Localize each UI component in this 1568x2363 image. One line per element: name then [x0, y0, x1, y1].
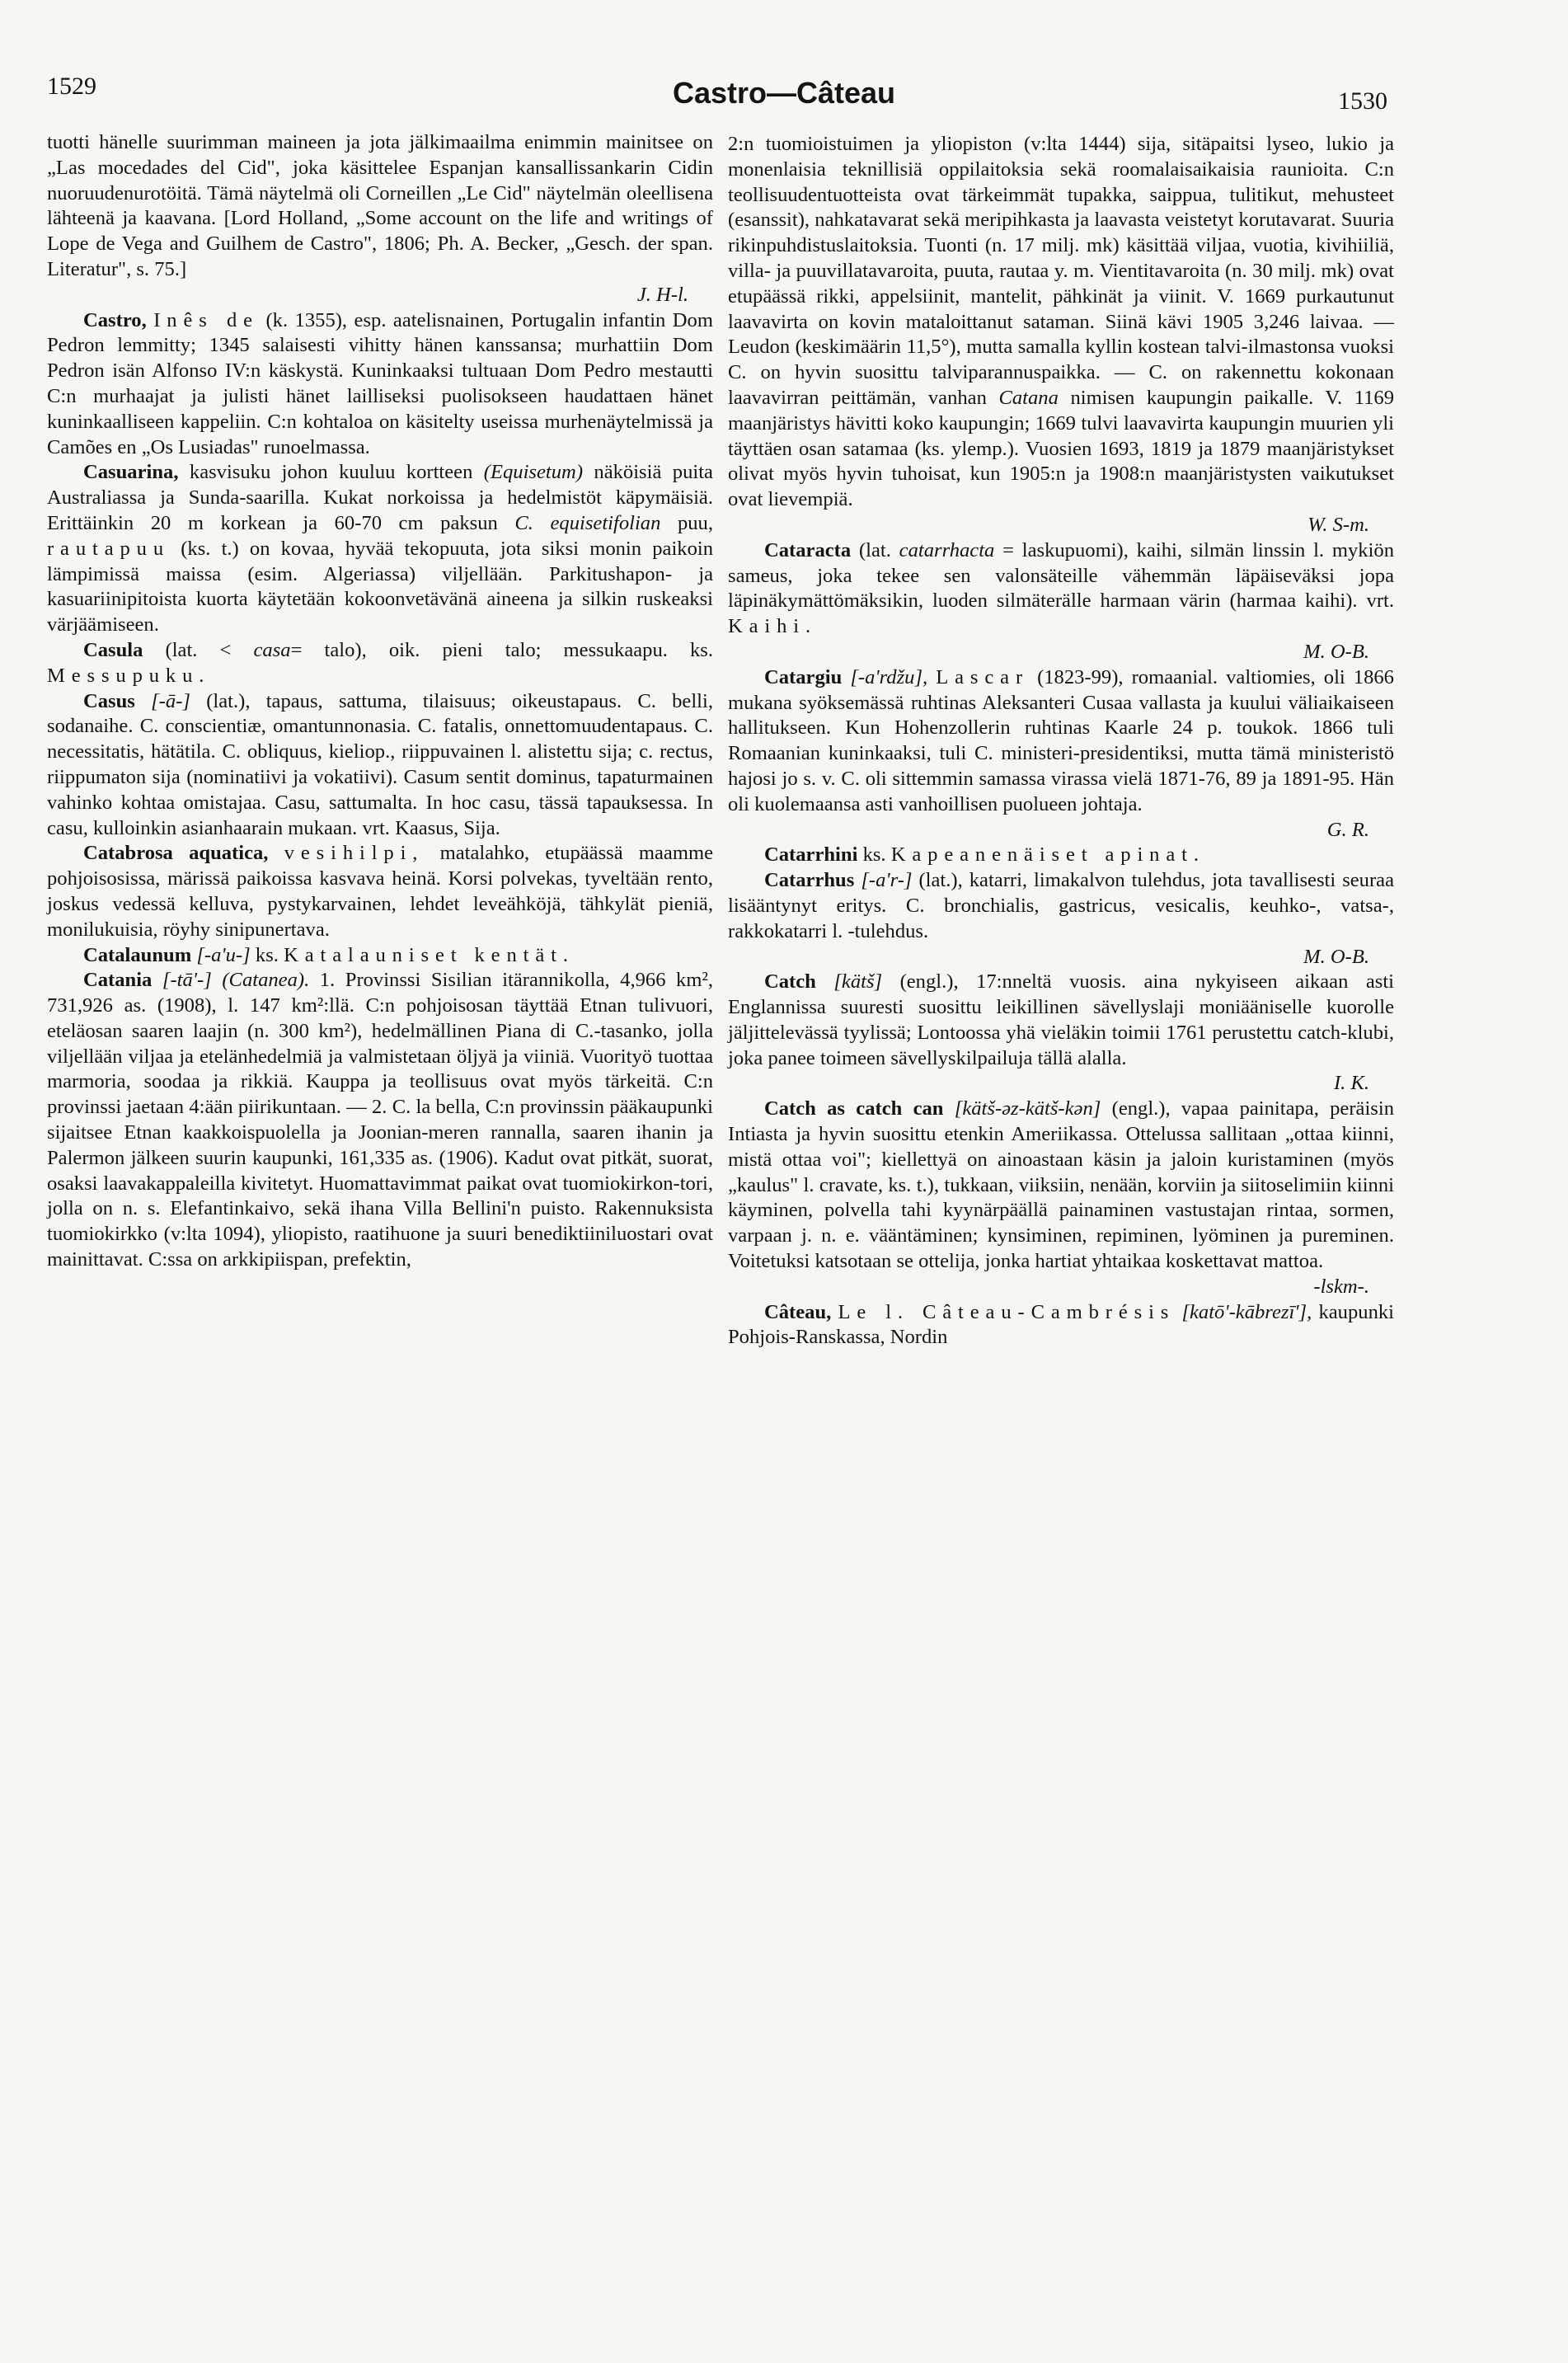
headword: Catch	[764, 970, 816, 994]
signature: -lskm-.	[1313, 1275, 1369, 1298]
headword: Casus	[83, 689, 135, 712]
entry-catch-as-catch-can: Catch as catch can [kätš-əz-kätš-kən] (engl.), vapaa painitapa, peräisin Intiasta ja hyvin suosittu etenkin Ameriikassa. Ottelussa sallitaan „ottaa kiinni, mistä ottaa voi"; kiellettyä on ainoastaan käsin ja jaloin kuristaminen (myös „kaulus" l. cravate, ks. t.), tukkaan, viiksiin, nenään, korviin ja siitoselimiin kiinni käyminen, polvella tahi kyynärpäällä painaminen vastustajan rintaa, sormen, varpaan j. n. e. vääntäminen; kynsiminen, repiminen, lyöminen ja pureminen. Voitetuksi katsotaan se ottelija, jonka hartiat yhtaikaa koskettavat mattoa.	[728, 1097, 1394, 1273]
headword: Catania	[83, 969, 153, 992]
entry-catania: Catania [-tā'-] (Catanea). 1. Provinssi Sisilian itärannikolla, 4,966 km², 731,926 as. (1908), l. 147 km²:llä. C:n pohjoisosan täyttää Etnan tulivuori, eteläosan saaren laajin (n. 300 km²), hedelmällinen Piana di C.-tasanko, jolla viljellään viljaa ja etelänhedelmiä ja valmistetaan öljyä ja viiniä. Vuorityö tuottaa marmoria, soodaa ja rikkiä. Kauppa ja teollisuus ovat myös tärkeitä. C:n provinssi jaetaan 4:ään piirikuntaan. — 2. C. la bella, C:n provinssin pääkaupunki sijaitsee Etnan kaakkoispuolella ja Joonian-meren rannalla, saaren ihanin ja Palermon jälkeen suurin kaupunki, 161,335 as. (1906). Kadut ovat pitkät, suorat, osaksi laavakappaleilla kivitetyt. Huomattavimmat paikat ovat tuomiokirkon-tori, jolla on n. s. Elefantinkaivo, sekä ihana Villa Bellini'n puisto. Rakennuksista tuomiokirkko (v:lta 1094), yliopisto, raatihuone ja suuri benediktiiniluostari ovat mainittavat. C:ssa on arkkipiispan, prefektin,	[47, 969, 713, 1271]
entry-catch: Catch [kätš] (engl.), 17:nneltä vuosis. aina nykyiseen aikaan asti Englannissa suuresti suosittu leikillinen sävellyslaji moniääniselle kuorolle jäljittelevässä tyylissä; Lontoossa yhä vieläkin toimii 1761 perustettu catch-klubi, joka panee toimeen sävellyskilpailuja tällä alalla.	[728, 970, 1394, 1069]
headword: Câteau,	[764, 1300, 832, 1323]
headword: Catabrosa aquatica,	[83, 842, 269, 865]
entry-catania-continued: 2:n tuomioistuimen ja yliopiston (v:lta 1444) sija, sitäpaitsi lyseo, lukio ja monenlaisia teknillisiä oppilaitoksia sekä roomalaisaikaisia raunioita. C:n teollisuudentuotteista ovat tärkeimmät tupakka, saippua, tulitikut, mehusteet (esanssit), nahkatavarat sekä meripihkasta ja laavasta veistetyt korutavarat. Suuria rikinpuhdistuslaitoksia. Tuonti (n. 17 milj. mk) käsittää viljaa, vuotia, kivihiiliä, villa- ja puuvillatavaroita, puuta, rautaa y. m. Vientitavaroita (n. 30 milj. mk) ovat etupäässä rikki, appelsiinit, mantelit, pähkinät ja viinit. V. 1669 purkautunut laavavirta on kovin mataloittanut sataman. Siinä kävi 1905 3,246 laivaa. — Leudon (keskimäärin 11,5°), mutta samalla kyllin kostean talvi-ilmastonsa vuoksi C. on hyvin suosittu talviparannuspaikka. — C. on rakennettu kokonaan laavavirran peittämän, vanhan Catana nimisen kaupungin paikalle. V. 1169 maanjäristys hävitti koko kaupungin; 1669 tulvi laavavirta kaupungin muurien yli täyttäen osan satamaa (ks. ylemp.). Vuosien 1693, 1819 ja 1879 maanjäristykset olivat myös hyvin tuhoisat, kun 1905:n ja 1908:n maanjäristysten vaikutukset ovat lievempiä.	[728, 133, 1394, 511]
signature: M. O-B.	[1303, 640, 1369, 663]
entry-casus: Casus [-ā-] (lat.), tapaus, sattuma, tilaisuus; oikeustapaus. C. belli, sodanaihe. C. conscientiæ, omantunnonasia. C. fatalis, onnettomuudentapaus. C. necessitatis, hätätila. C. obliquus, kieliop., riippuvainen l. alistettu sija; c. rectus, riippumaton sija (nominatiivi ja vokatiivi). Casum sentit dominus, tapaturmainen vahinko kohtaa omistajaa. Casu, sattumalta. In hoc casu, tässä tapauksessa. In casu, kulloinkin asianhaarain mukaan. vrt. Kaasus, Sija.	[47, 689, 713, 839]
entry-castro-guilhem-continued: tuotti hänelle suurimman maineen ja jota jälkimaailma enimmin mainitsee on „Las mocedades del Cid", joka käsittelee Espanjan kansallissankarin Cidin nuoruudenurotöitä. Tämä näytelmä oli Corneillen „Le Cid" näytelmän oleellisena lähteenä ja kaavana. [Lord Holland, „Some account on the life and writings of Lope de Vega and Guilhem de Castro", 1806; Ph. A. Becker, „Gesch. der span. Literatur", s. 75.]	[47, 131, 713, 280]
signature: G. R.	[1326, 818, 1369, 841]
signature: J. H-l.	[636, 283, 688, 306]
headword: Cataracta	[764, 538, 852, 561]
running-title: Castro—Câteau	[672, 76, 896, 110]
headword: Catarrhini	[764, 843, 858, 867]
entry-catargiu: Catargiu [-a'rdžu], Lascar (1823-99), romaanial. valtiomies, oli 1866 mukana syöksemässä ruhtinas Aleksanteri Cusaa vallasta ja kuului väliaikaiseen hallitukseen. Kun Hohenzollerin ruhtinas Kaarle 24 p. toukok. 1866 tuli Romaanian kuninkaaksi, tuli C. ministeri-presidentiksi, mutta tämä ministeristö hajosi jo s. v. C. oli sittemmin samassa virassa vielä 1871-76, 89 ja 1891-95. Hän oli kuolemaansa asti vanhoillisen puolueen johtaja.	[728, 665, 1394, 815]
headword: Casuarina,	[83, 461, 179, 484]
headword: Catalaunum	[83, 943, 192, 966]
headword: Castro,	[83, 308, 147, 331]
entry-casuarina: Casuarina, kasvisuku johon kuuluu kortteen (Equisetum) näköisiä puita Australiassa ja Sunda-saarilla. Kukat norkoissa ja hedelmistöt käpymäisiä. Erittäinkin 20 m korkean ja 60-70 cm paksun C. equisetifolian puu, rautapuu (ks. t.) on kovaa, hyvää tekopuuta, jota siksi monin paikoin lämpimissä maissa (esim. Algeriassa) viljellään. Parkitushapon- ja kasuariinipitoista kuorta käytetään kokoonvetävänä aineena ja silkin ruskeaksi värjäämiseen.	[47, 461, 713, 637]
headword: Casula	[83, 638, 143, 661]
entry-catarrhus: Catarrhus [-a'r-] (lat.), katarri, limakalvon tulehdus, jota tavallisesti seuraa lisääntynyt eritys. C. bronchialis, gastricus, vesicalis, keuhko-, vatsa-, rakkokatarri l. -tulehdus.	[728, 869, 1394, 942]
headword: Catargiu	[764, 665, 843, 688]
page-number-left: 1529	[47, 73, 96, 100]
entry-catalaunum: Catalaunum [-a'u-] ks. Katalauniset kentät.	[83, 943, 575, 966]
entry-cataracta: Cataracta (lat. catarrhacta = laskupuomi), kaihi, silmän linssin l. mykiön sameus, joka tekee sen valonsäteille vähemmän läpäiseväksi jopa läpinäkymättömäksikin, luoden silmäterälle harmaan värin (harmaa kaihi). vrt. Kaihi.	[728, 538, 1394, 638]
entry-castro-ines: Castro, Inês de (k. 1355), esp. aatelisnainen, Portugalin infantin Dom Pedron lemmitty; 1345 salaisesti vihitty hänen kanssansa; murhattiin Dom Pedron isän Alfonso IV:n käskystä. Kuninkaaksi tultuaan Dom Pedro mestautti C:n murhaajat ja julisti hänet lailliseksi puolisokseen haudattaen hänet kuninkaalliseen kappeliin. C:n kohtaloa on käsitelty useissa murhenäytelmissä ja Camões en „Os Lusiadas" runoelmassa.	[47, 308, 713, 458]
right-column	[728, 132, 1394, 1351]
entry-cateau: Câteau, Le l. Câteau-Cambrésis [katō'-kābrezī'], kaupunki Pohjois-Ranskassa, Nordin	[728, 1300, 1394, 1349]
headword: Catarrhus	[764, 869, 855, 892]
signature: I. K.	[1333, 1072, 1369, 1095]
headword: Catch as catch can	[764, 1097, 944, 1120]
signature: W. S-m.	[1307, 513, 1369, 536]
entry-catarrhini: Catarrhini ks. Kapeanenäiset apinat.	[764, 843, 1205, 867]
entry-catabrosa: Catabrosa aquatica, vesihilpi, matalahko, etupäässä maamme pohjoisosissa, märissä paikoissa kasvava heinä. Korsi polvekas, tyveltään rento, joskus vedessä kelluva, pystykarvainen, lehdet leveähköjä, tähkylät pieniä, monilukuisia, röyhy sinipunertava.	[47, 842, 714, 941]
entry-casula: Casula (lat. < casa= talo), oik. pieni talo; messukaapu. ks. Messupuku.	[47, 638, 713, 687]
page-number-right: 1530	[1338, 87, 1387, 115]
signature: M. O-B.	[1303, 945, 1369, 968]
left-column	[47, 130, 713, 1273]
